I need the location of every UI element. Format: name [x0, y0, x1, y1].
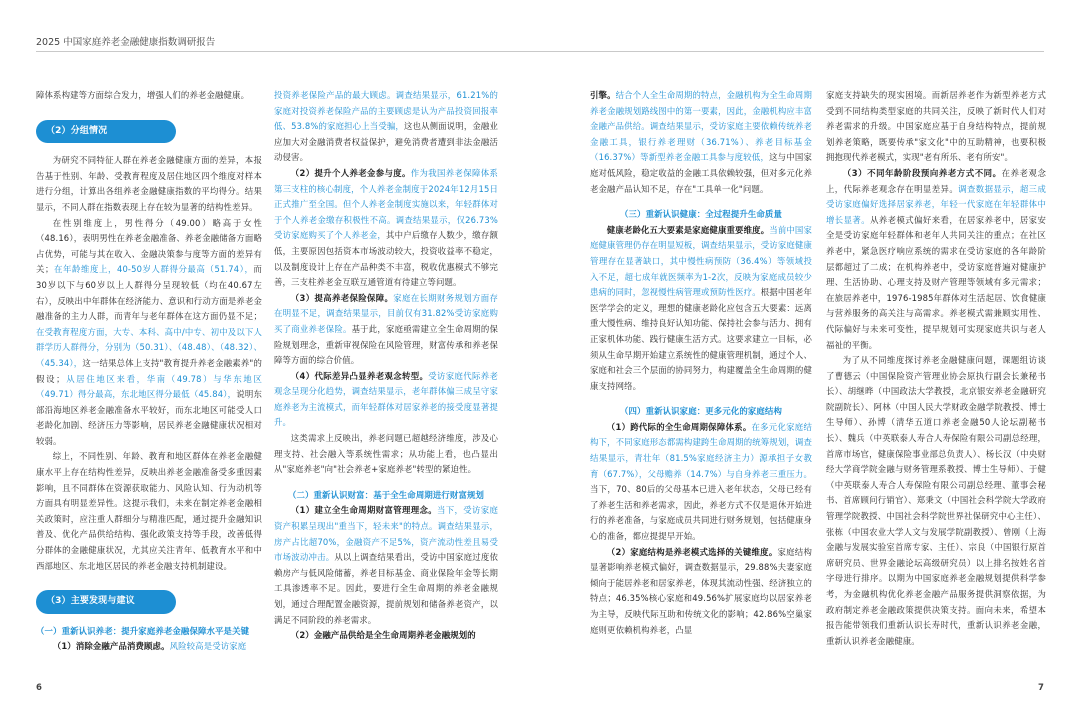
column-1: [36, 88, 262, 655]
paragraph: [36, 216, 262, 450]
text-run: 当下，70、80后的父母基本已进入老年状态，父母已经有了养老生活和养老需求，因此，养老方式不仅是退休开始进行的养老准备，与家庭成员共同进行财务规划，包括健康身心的准备，都应提提早开始。: [590, 484, 812, 542]
bold-lead: （4）代际差异凸显养老观念转型。: [290, 370, 429, 381]
highlight-text: 在受教育程度方面，大专、本科、高中/中专、初中及以下人群学历人群得分，分别为（50.31）、（48.48）、（48.32）、（45.34），: [36, 326, 262, 368]
highlight-text: 结合个人全生命周期的特点，金融机构为全生命周期养老金融规划路线图中的第一要素，因此，金融机构应丰富金融产品供给。调查结果显示，受访家庭主要依赖传统养老金融工具，银行养老理财（36.71%）、养老目标基金（16.37%）等新型养老金融工具参与度较低，: [590, 90, 813, 163]
text-run: 而30岁以下与60岁以上人群得分呈现较低（均在40.67左右），反映出中年群体在经济能力、意识和行动方面是养老金融准备的主力人群，而青年与老年群体在这方面仍显不足；: [36, 264, 262, 322]
subsection-heading: （三）重新认识健康：全过程提升生命质量: [620, 209, 782, 220]
paragraph: [590, 88, 812, 197]
bold-lead: 引擎。: [590, 90, 616, 100]
paragraph: 为了从不同维度探讨养老金融健康问题，课题组访谈了曹德云（中国保险资产管理业协会原执行副会长兼秘书长）、胡继晔（中国政法大学教授，北京银安养老金融研究院副院长）、阿林（中国人民大学财政金融学院教授、博士生导师）、孙博（清华五道口养老金融50人论坛副秘书长）、魏兵（中英联泰人寿合人寿保险有限公司副总经理，首席市场官，健康保险事业部总负责人）、杨长汉（中央财经大学商学院金融与财务管理系教授、博士生导师）、于健（中英联泰人寿合人寿保险有限公司副总经理、董事会秘书、首席顾问行销官）、郑秉文（中国社会科学院大学政府管理学院教授、中国社会科学院世界社保研究中心主任）、张栋（中国农业大学人文与发展学院副教授）、曾刚（上海金融与发展实验室首席专家、主任）、宗良（中国银行原首席研究员、世界金融论坛高级研究员）以上排名按姓名首字母进行排序。以期为中国家庭养老金融规划提供科学参考，为金融机构优化养老金融产品服务提供洞察依据，为政府制定养老金融政策提供决策支持。面向未来，希望本报告能带领我们重新认识长寿时代，重新认识养老金融，重新认识养老金融健康。: [826, 355, 1046, 646]
paragraph: 这类需求上反映出，养老问题已超越经济维度，涉及心理支持、社会融入等系统性需求；从功能上看，也凸显出从"家庭养老"向"社会养老+家庭养老"转型的紧迫性。: [274, 433, 498, 475]
text-run: 基于此，家庭亟需建立全生命周期的保险规划理念，重新审视保险在风险管理，财富传承和养老保障等方面的综合价值。: [274, 323, 498, 366]
page-number-left: 6: [36, 683, 42, 693]
highlight-text: 在多元化家庭结构下，不同家庭形态都需构建跨生命周期的统筹规划，调查结果显示，青壮年（81.5%家庭经济主力）源承担子女教育（67.7%），父母赡养（14.7%）与自身养老三重压力。: [590, 421, 812, 479]
highlight-text: 受访家庭代际养老观念呈现分化趋势，调查结果显示，老年群体偏三成呈守家庭养老为主流模式，而年轻群体对居家养老的接受度显著提升。: [274, 370, 498, 428]
text-run: 说明东部沿海地区养老金融准备水平较好，而东北地区可能受人口老龄化加剧、经济压力等影响，居民养老金融健康状况相对较弱。: [36, 389, 262, 446]
text-run: 这也从侧面说明，金融业应加大对金融消费者权益保护，避免消费者遭到非法金融活动侵害。: [274, 121, 499, 163]
paragraph: [274, 291, 498, 369]
highlight-text: 从居住地区来看，华南（49.78）与华东地区（49.71）得分最高，东北地区得分最低（45.84），: [36, 373, 262, 400]
subsection-heading: （四）重新认识家庭：更多元化的家庭结构: [620, 406, 782, 417]
paragraph: [274, 503, 498, 628]
bold-lead: 健康老龄化五大要素是家庭健康重要维度。: [606, 224, 770, 235]
paragraph: [590, 223, 812, 395]
paragraph: 为研究不同特征人群在养老金融健康方面的差异，本报告基于性别、年龄、受教育程度及居住地区四个维度对样本进行分组，计算出各组养老金融健康指数的平均得分。结果显示，不同人群在指数表现上存在较为显著的结构性差异。: [36, 155, 262, 212]
highlight-text: 作为我国养老保障体系第三支柱的核心制度，个人养老金制度于2024年12月15日正式推广至全国。但个人养老金制度实施以来，年轻群体对于个人养老金缴存积极性不高。调查结果显示，仅26.73%受访家庭购买了个人养老金，: [274, 167, 498, 241]
text-run: 从以上调查结果看出，受访中国家庭过度依赖房产与低风险储蓄，养老目标基金、商业保险年金等长期工具渗透率不足。因此，要进行全生命周期的养老金融规划，通过合理配置金融资源，提前规划和储备养老资产，以满足不同阶段的养老需求。: [274, 552, 498, 625]
section-pill-grouping: （2）分组情况: [36, 120, 176, 144]
paragraph: [590, 545, 812, 639]
bold-lead: （2）家庭结构是养老模式选择的关键维度。: [606, 546, 778, 557]
bold-lead: （3）不同年龄阶段预向养老方式不同。: [842, 167, 1002, 178]
paragraph: [274, 88, 498, 166]
paragraph: 综上，不同性别、年龄、教育和地区群体在养老金融健康水平上存在结构性差异，反映出养老金融准备受多重因素影响，且不同群体在资源获取能力、风险认知、行为动机等方面具有明显差异性。这提示我们，未来在制定养老金融相关政策时，应注重人群细分与精准匹配，通过提升金融知识普及、优化产品供给结构、强化政策支持等手段，改善低得分群体的金融健康状况，尤其应关注青年、低教育水平和中西部地区、东北地区居民的养老金融支持机制建设。: [36, 451, 262, 571]
column-4: [826, 88, 1046, 649]
highlight-text: 调查数据显示，超三成受访家庭偏好选择居家养老，年轻一代家庭在年轻群体中增长显著。: [826, 183, 1046, 225]
text-run: 家庭结构显著影响养老模式偏好，调查数据显示，29.88%夫妻家庭倾向于能居养老和居家养老，体现其流动性强、经济独立的特点；46.35%核心家庭和49.56%扩展家庭均以居家养老为主导，反映代际互助和传统文化的影响；42.86%空巢家庭则更依赖机构养老，凸显: [590, 546, 812, 635]
text-run: 从养老模式偏好来看，在居家养老中，居家安全是受访家庭年轻群体和老年人共同关注的重点；在社区养老中，紧急医疗响应系统的需求在受访家庭的各年龄阶层都超过了二成；在机构养老中，受访家庭普遍对健康护理、生活协助、心理支持及财产管理等领域有多元需求；在旅居养老中，1976-1985年群体对生活起居、饮食健康与营养服务的高关注与高需求。养老模式需兼顾实用性、代际偏好与未来可变性，提早规划可实现家庭共识与老人福祉的平衡。: [826, 214, 1047, 350]
highlight-text: 在年龄维度上，40-50岁人群得分最高（51.74），: [53, 264, 254, 275]
subsection-heading: （一）重新认识养老：提升家庭养老金融保障水平是关键: [36, 625, 250, 636]
bold-lead: （2）金融产品供给是全生命周期养老金融规划的: [290, 630, 476, 641]
bold-lead: （1）消除金融产品消费顾虑。: [52, 641, 170, 652]
paragraph: 家庭支持缺失的现实困境。而新居养老作为新型养老方式受到不同结构类型家庭的共同关注，反映了新时代人们对养老需求的升级。中国家庭应基于自身结构特点，提前规划养老策略，既要传承"家文化"中的互助精神，也要积极拥抱现代养老模式，实现"老有所乐、老有所安"。: [826, 90, 1046, 163]
bold-lead: （1）建立全生命周期财富管理理念。: [290, 505, 437, 516]
column-2: [274, 88, 498, 644]
bold-lead: （3）提高养老保险保障。: [290, 292, 394, 303]
text-run: 其中户后缴存人数少，缴存额低，主要原因包括资本市场波动较大，投资收益率不稳定，以及制度设计上存在产品种类不丰富，税收优惠模式不够完善，三支柱养老金互联互通管道有待建立等问题。: [274, 230, 498, 288]
paragraph: [274, 628, 498, 644]
paragraph: [274, 166, 498, 291]
bold-lead: （1）跨代际的全生命周期保障体系。: [606, 421, 752, 432]
paragraph: [826, 166, 1046, 353]
page-number-right: 7: [1038, 683, 1044, 693]
highlight-text: 投资养老保险产品的最大顾虑。调查结果显示，61.21%的家庭对投资养老保险产品的主要顾虑是认为产品投资回报率低、53.8%的家庭担心上当受骗，: [274, 90, 498, 132]
highlight-text: 风险较高是受访家庭: [169, 641, 247, 652]
header-divider: [36, 51, 1044, 52]
report-header: 2025 中国家庭养老金融健康指数调研报告: [36, 37, 216, 48]
highlight-text: 当前中国家庭健康管理仍存在明显短板，调查结果显示，受访家庭健康管理存在显著缺口，其中慢性病预防（36.4%）等领域投入不足，超七成年就医频率为1-2次，反映为家庭成员较少患病的同时，忽视慢性病管理或预防性医疗。: [590, 224, 812, 298]
bold-lead: （2）提升个人养老金参与度。: [290, 167, 411, 178]
paragraph: [274, 369, 498, 431]
highlight-text: 家庭在长期财务规划方面存在明显不足，调查结果显示，目前仅有31.82%受访家庭购买了商业养老保险。: [274, 292, 498, 334]
paragraph: 障体系构建等方面综合发力，增强人们的养老金融健康。: [36, 90, 250, 100]
highlight-text: 当下，受访家庭资产积累呈现出"重当下，轻未来"的特点。调查结果显示，房产占比超70%，金融资产不足5%，资产流动性差且易受市场波动冲击。: [274, 505, 498, 563]
text-run: 这与中国家庭对低风险，稳定收益的金融工具依赖较强，但对多元化养老金融产品认知不足，存在"工具单一化"问题。: [590, 152, 812, 194]
paragraph: [36, 639, 262, 655]
subsection-heading: （二）重新认识财富：基于全生命周期进行财富规划: [287, 489, 485, 500]
text-run: 在养老观念上，代际养老观念存在明显差异。: [826, 167, 1047, 194]
paragraph: [590, 420, 812, 545]
text-run: 这一结果总体上支持"教育提升养老金融素养"的假设；: [36, 357, 262, 384]
text-run: 根据中国老年医学学会的定义，理想的健康老龄化应包含五大要素：远离重大慢性病、维持良好认知功能、保持社会参与活力、拥有正家机体功能、践行健康生活方式。这要求建立一目标，必须从生命早期开始建立系统性的健康管理机制，通过个人、家庭和社会三个层面的协同努力，构建覆盖全生命周期的健康支持网络。: [590, 287, 812, 391]
section-pill-findings: （3）主要发现与建议: [36, 590, 176, 614]
column-3: [590, 88, 812, 638]
text-run: 在性别维度上，男性得分（49.00）略高于女性（48.16），表明男性在养老金融准备、养老金融储备方面略占优势，可能与其在收入、金融决策参与度等方面的差异有关；: [36, 217, 262, 275]
